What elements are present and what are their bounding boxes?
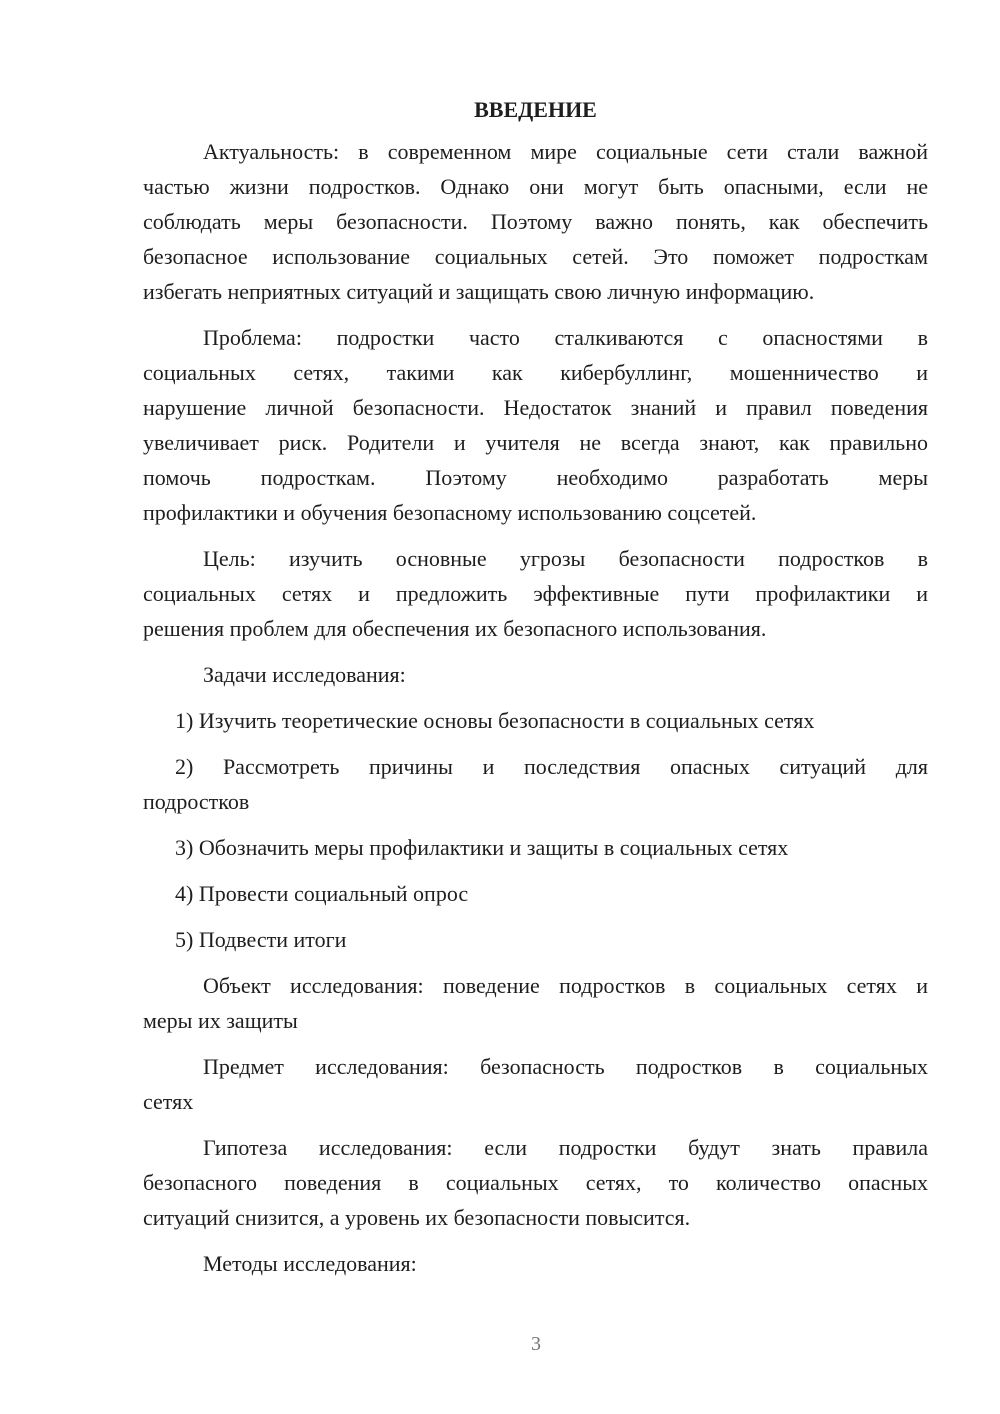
paragraph — [143, 1246, 928, 1281]
text-line: Цель: изучить основные угрозы безопасности подростков в — [203, 546, 928, 571]
text-line: помочь подросткам. Поэтому необходимо разработать меры — [143, 465, 928, 490]
paragraphs — [143, 134, 928, 1281]
paragraph — [143, 134, 928, 309]
list-item — [143, 876, 928, 911]
text-line: 3) Обозначить меры профилактики и защиты в социальных сетях — [175, 835, 789, 860]
list-item — [143, 703, 928, 738]
text-line: ситуаций снизится, а уровень их безопасности повысится. — [143, 1205, 691, 1230]
text-line: сетях — [143, 1089, 194, 1114]
text-line: Проблема: подростки часто сталкиваются с опасностями в — [203, 325, 928, 350]
text-line: 4) Провести социальный опрос — [175, 881, 469, 906]
page-number: 3 — [531, 1333, 541, 1355]
list-item — [143, 749, 928, 819]
text-line: решения проблем для обеспечения их безопасного использования. — [143, 616, 767, 641]
text-line: увеличивает риск. Родители и учителя не всегда знают, как правильно — [143, 430, 928, 455]
text-line: социальных сетях, такими как кибербуллинг, мошенничество и — [143, 360, 928, 385]
paragraph — [143, 657, 928, 692]
text-line: Предмет исследования: безопасность подростков в социальных — [203, 1054, 928, 1079]
text-line: подростков — [143, 789, 250, 814]
text-line: Гипотеза исследования: если подростки будут знать правила — [203, 1135, 928, 1160]
document-body — [143, 92, 928, 1281]
paragraph — [143, 1130, 928, 1235]
text-line: Методы исследования: — [203, 1251, 417, 1276]
text-line: меры их защиты — [143, 1008, 298, 1033]
text-line: безопасное использование социальных сетей. Это поможет подросткам — [143, 244, 928, 269]
text-line: 1) Изучить теоретические основы безопасности в социальных сетях — [175, 708, 815, 733]
list-item — [143, 922, 928, 957]
text-line: Актуальность: в современном мире социальные сети стали важной — [203, 139, 928, 164]
paragraph — [143, 320, 928, 530]
text-line: частью жизни подростков. Однако они могут быть опасными, если не — [143, 174, 928, 199]
section-title: ВВЕДЕНИЕ — [474, 97, 597, 122]
text-line: социальных сетях и предложить эффективные пути профилактики и — [143, 581, 928, 606]
text-line: профилактики и обучения безопасному использованию соцсетей. — [143, 500, 757, 525]
text-line: Объект исследования: поведение подростков в социальных сетях и — [203, 973, 928, 998]
text-line: 5) Подвести итоги — [175, 927, 347, 952]
text-line: безопасного поведения в социальных сетях, то количество опасных — [143, 1170, 928, 1195]
text-line: соблюдать меры безопасности. Поэтому важно понять, как обеспечить — [143, 209, 928, 234]
text-line: 2) Рассмотреть причины и последствия опасных ситуаций для — [175, 754, 928, 779]
list-item — [143, 830, 928, 865]
text-line: нарушение личной безопасности. Недостаток знаний и правил поведения — [143, 395, 928, 420]
paragraph — [143, 1049, 928, 1119]
paragraph — [143, 541, 928, 646]
text-line: Задачи исследования: — [203, 662, 406, 687]
text-line: избегать неприятных ситуаций и защищать свою личную информацию. — [143, 279, 815, 304]
paragraph — [143, 968, 928, 1038]
